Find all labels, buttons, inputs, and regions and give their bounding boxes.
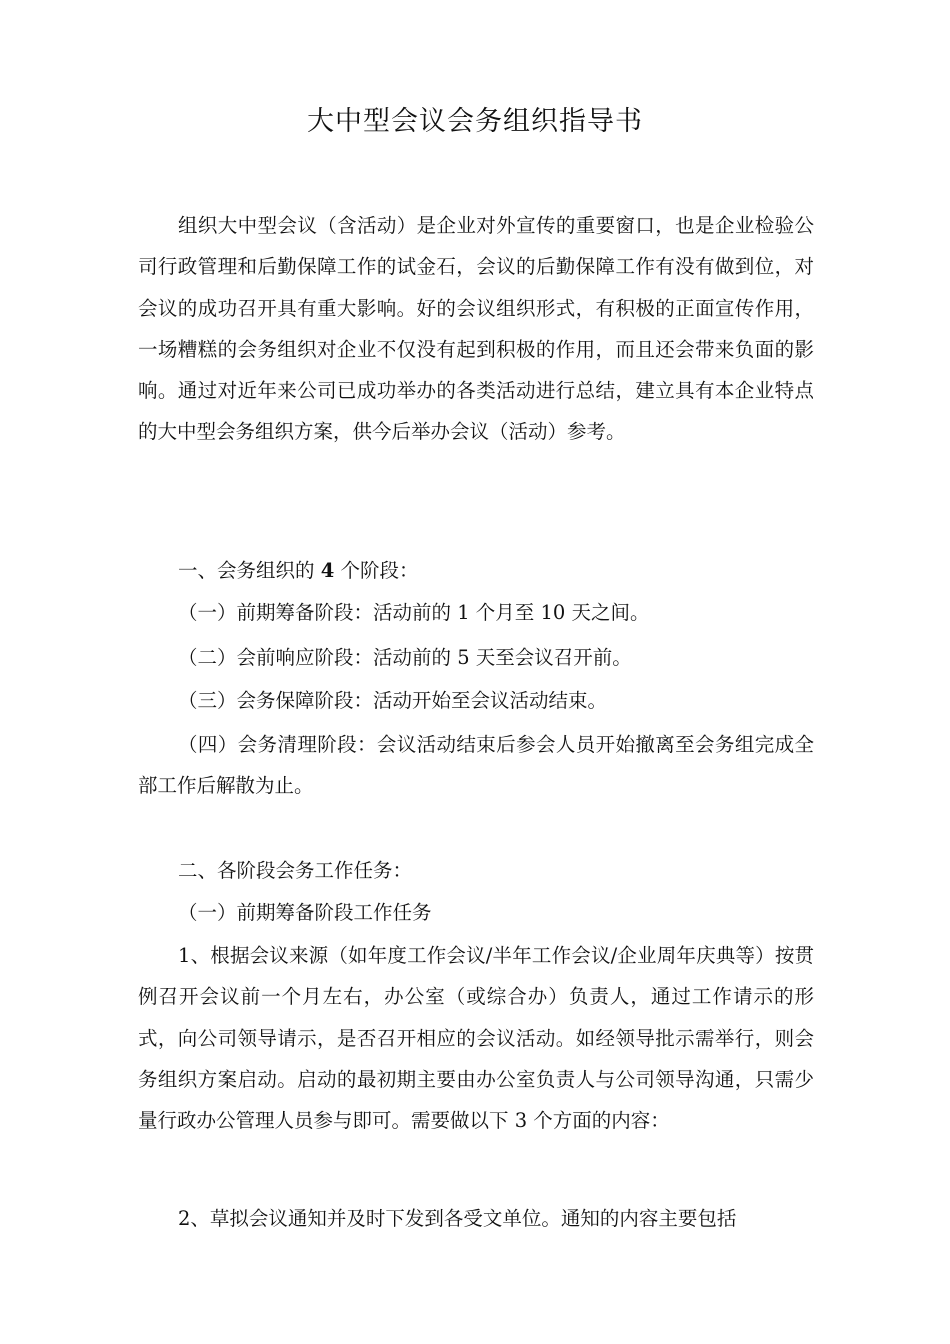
- intro-paragraph: 组织大中型会议（含活动）是企业对外宣传的重要窗口，也是企业检验公司行政管理和后勤保障工作的试金石，会议的后勤保障工作有没有做到位，对会议的成功召开具有重大影响。好的会议组织形式，有积极的正面宣传作用，一场糟糕的会务组织对企业不仅没有起到积极的作用，而且还会带来负面的影响。通过对近年来公司已成功举办的各类活动进行总结，建立具有本企业特点的大中型会务组织方案，供今后举办会议（活动）参考。: [138, 214, 814, 444]
- stage-item-4: （四）会务清理阶段：会议活动结束后参会人员开始撤离至会务组完成全部工作后解散为止。: [138, 733, 814, 798]
- section-1-heading-prefix: 一、会务组织的: [178, 559, 315, 582]
- task-paragraph-1: 1、根据会议来源（如年度工作会议/半年工作会议/企业周年庆典等）按贯例召开会议前一个月左右，办公室（或综合办）负责人，通过工作请示的形式，向公司领导请示，是否召开相应的会议活动。如经领导批示需举行，则会务组织方案启动。启动的最初期主要由办公室负责人与公司领导沟通，只需少量行政办公管理人员参与即可。需要做以下 3 个方面的内容：: [138, 944, 814, 1133]
- section-2-subheading: （一）前期筹备阶段工作任务: [178, 901, 432, 924]
- section-1-heading-number: 4: [320, 559, 335, 582]
- task-paragraph-2: 2、草拟会议通知并及时下发到各受文单位。通知的内容主要包括: [178, 1207, 737, 1230]
- stage-item-3: （三）会务保障阶段：活动开始至会议活动结束。: [178, 689, 608, 712]
- section-1-heading: [178, 550, 814, 591]
- stage-item-1: （一）前期筹备阶段：活动前的 1 个月至 10 天之间。: [178, 601, 650, 624]
- section-1-heading-suffix: 个阶段：: [340, 559, 419, 582]
- stage-item-2: （二）会前响应阶段：活动前的 5 天至会议召开前。: [178, 646, 632, 669]
- section-2-heading: 二、各阶段会务工作任务：: [178, 859, 413, 882]
- document-title: 大中型会议会务组织指导书: [307, 106, 643, 137]
